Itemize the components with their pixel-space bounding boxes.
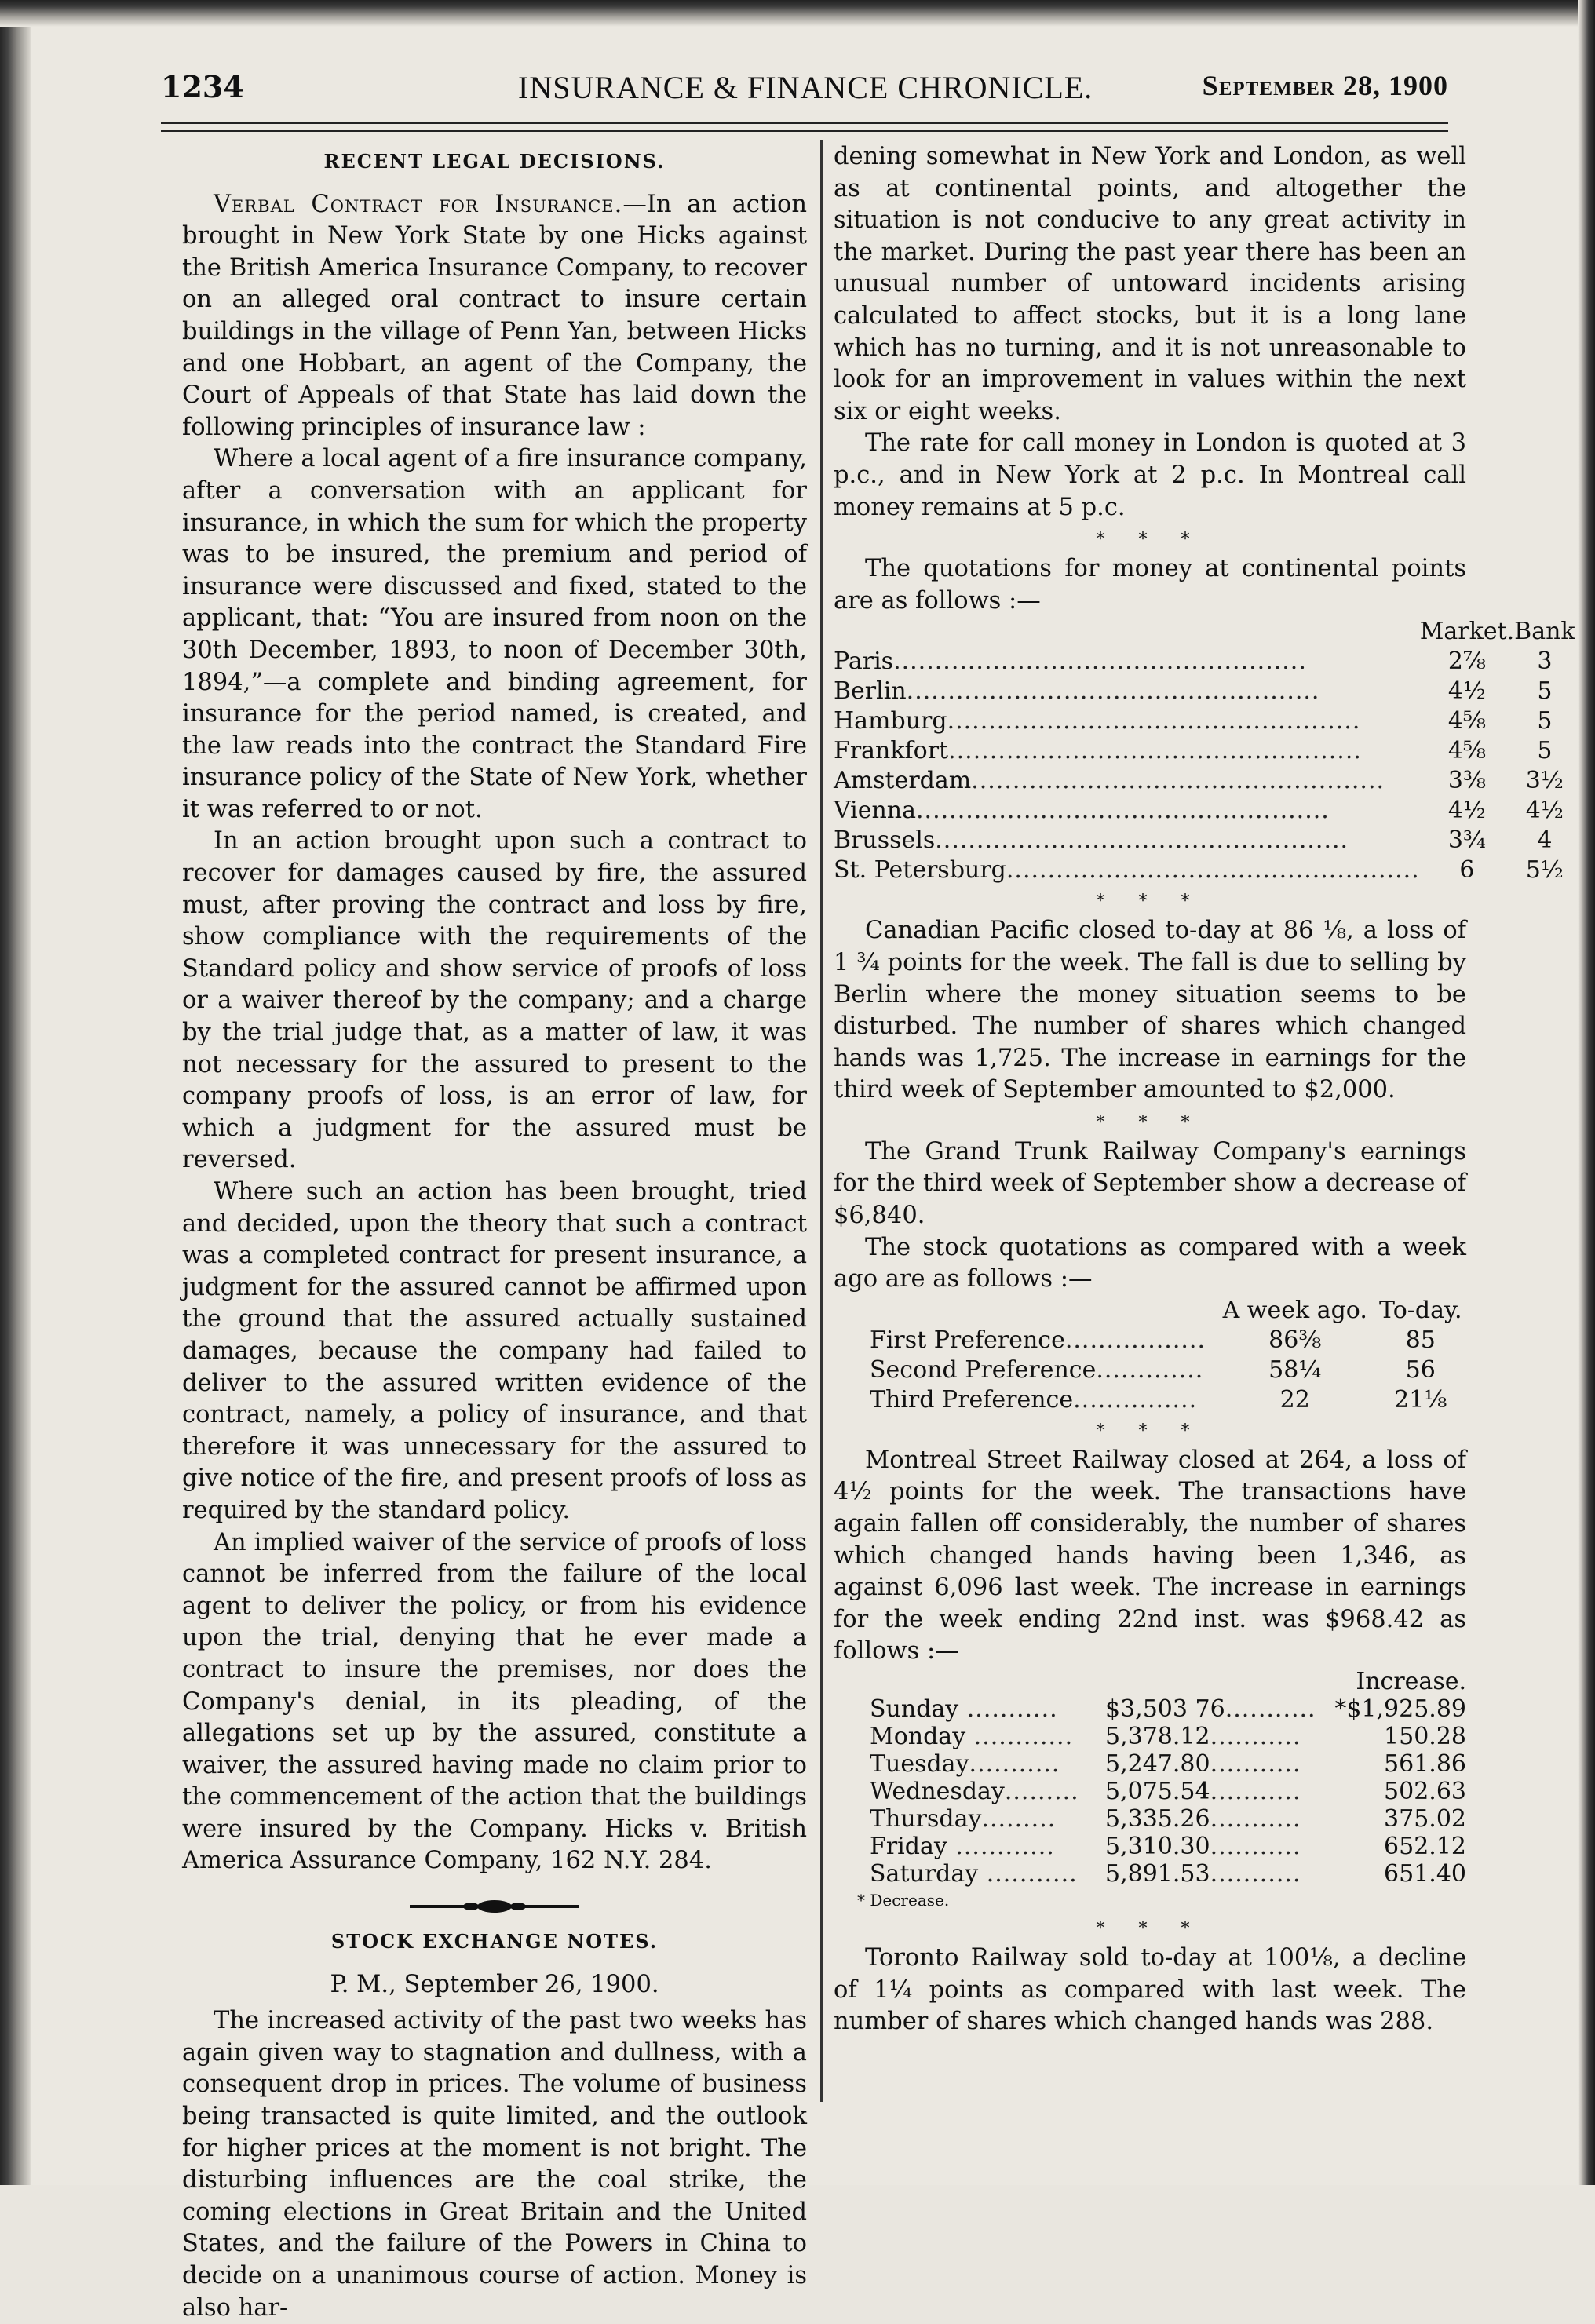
column-header: Market.	[1419, 618, 1515, 646]
table-row: Berlin.................................................. 4½ 5	[834, 677, 1553, 706]
paragraph: The rate for call money in London is quoted at 3 p.c., and in New York at 2 p.c. In Montreal call money remains at 5 p.c.	[834, 429, 1466, 521]
paragraph: Where a local agent of a fire insurance company, after a conversation with an applicant for insurance, in which the sum for which the property was to be insured, the premium and period of insurance were discussed and fixed, stated to the applicant, that: “You are insured from noon on the 30th December, 1893, to noon of December 30th, 1894,”—a complete and binding agreement, for insurance for the period named, is created, and the law reads into the contract the Standard Fire insurance policy of the State of New York, whether it was referred to or not.	[182, 445, 807, 823]
right-column	[834, 141, 1575, 2038]
column-header: Increase.	[1356, 1668, 1466, 1695]
table-header-row	[834, 617, 1575, 647]
paragraph: Verbal Contract for Insurance.—In an action brought in New York State by one Hicks against the British America Insurance Company, to recover on an alleged oral contract to insure certain buildings in the village of Penn Yan, between Hicks and one Hobbart, an agent of the Company, the Court of Appeals of that State has laid down the following principles of insurance law :	[182, 190, 807, 441]
lead-caps: Verbal Contract for Insurance.	[214, 190, 623, 218]
table-row: Monday ............ 5,378.12........... 150.28	[870, 1723, 1466, 1750]
paragraph: In an action brought upon such a contract to recover for damages caused by fire, the assured must, after proving the contract and loss by fire, show compliance with the requirements of the Standard policy and show service of proofs of loss or a waiver thereof by the company; and a charge by the trial judge that, as a matter of law, it was not necessary for the assured to present to the company proofs of loss, is an error of law, for which a judgment for the assured must be reversed.	[182, 827, 807, 1174]
publication-title: INSURANCE & FINANCE CHRONICLE.	[518, 70, 1093, 105]
scan-edge-right	[1578, 0, 1595, 2185]
table-row: Tuesday........... 5,247.80........... 561.86	[870, 1750, 1466, 1778]
paragraph: The stock quotations as compared with a week ago are as follows :—	[834, 1233, 1466, 1293]
section-heading-stock: STOCK EXCHANGE NOTES.	[330, 1930, 659, 1954]
money-quotations-table	[834, 617, 1575, 885]
paragraph: Montreal Street Railway closed at 264, a loss of 4½ points for the week. The transactions have again fallen off considerably, the number of shares which changed hands having been 1,346, as against 6,096 last week. The increase in earnings for the week ending 22nd inst. was $968.42 as follows :—	[834, 1446, 1466, 1665]
page-number: 1234	[161, 69, 244, 104]
header-rule	[161, 122, 1448, 132]
paragraph: The Grand Trunk Railway Company's earnings for the third week of September show a decrease of $6,840.	[834, 1137, 1466, 1230]
issue-date: September 28, 1900	[1202, 70, 1448, 101]
dateline: P. M., September 26, 1900.	[330, 1970, 659, 1998]
table-row: Paris.................................................. 2⅞ 3	[834, 648, 1553, 676]
table-row: First Preference................. 86⅜ 85	[870, 1326, 1436, 1354]
scan-edge-top	[0, 0, 1595, 27]
running-header	[161, 69, 1448, 116]
star-separator: * * *	[1096, 1112, 1204, 1133]
section-heading-legal: RECENT LEGAL DECISIONS.	[323, 150, 666, 173]
table-header-row	[870, 1668, 1466, 1695]
table-row: Saturday ........... 5,891.53........... 651.40	[870, 1860, 1466, 1888]
scan-edge-left	[0, 0, 31, 2185]
star-separator: * * *	[1096, 892, 1204, 912]
star-separator: * * *	[1096, 1421, 1204, 1441]
table-row: Frankfort.................................................. 4⅝ 5	[834, 737, 1553, 765]
column-header: To-day.	[1379, 1296, 1462, 1324]
table-row: St. Petersburg.................................................. 6 5½	[834, 856, 1564, 885]
paragraph: An implied waiver of the service of proofs of loss cannot be inferred from the failure of the local agent to deliver the policy, or from his evidence upon the trial, denying that he ever made a contract to insure the premises, nor does the Company's denial, in its pleading, of the allegations set up by the assured, constitute a waiver, the assured having made no claim prior to the commencement of the action that the buildings were insured by the Company. Hicks v. British America Assurance Company, 162 N.Y. 284.	[182, 1528, 807, 1875]
table-row: Thursday......... 5,335.26........... 375.02	[870, 1805, 1466, 1833]
column-header: Bank	[1514, 618, 1575, 646]
paragraph: Where such an action has been brought, tried and decided, upon the theory that such a contract was a completed contract for present insurance, a judgment for the assured cannot be affirmed upon the ground that the assured actually sustained damages, because the company had failed to deliver to the assured written evidence of the contract, namely, a policy of insurance, and that therefore it was unnecessary for the assured to give notice of the fire, and present proofs of loss as required by the standard policy.	[182, 1178, 807, 1524]
ornament-divider	[182, 1893, 807, 1912]
earnings-table	[870, 1668, 1466, 1888]
table-row: Friday ............ 5,310.30........... 652.12	[870, 1833, 1466, 1860]
column-header: A week ago.	[1222, 1296, 1367, 1324]
footnote: * Decrease.	[857, 1891, 950, 1910]
stock-quotations-table	[870, 1296, 1466, 1415]
table-row: Third Preference............... 22 21⅛	[870, 1385, 1447, 1414]
table-header-row	[870, 1296, 1466, 1326]
table-row: Wednesday......... 5,075.54........... 502.63	[870, 1778, 1466, 1805]
table-row: Hamburg.................................................. 4⅝ 5	[834, 707, 1553, 735]
paragraph: Canadian Pacific closed to-day at 86 ⅛, a loss of 1 ¾ points for the week. The fall is due to selling by Berlin where the money situation seems to be disturbed. The number of shares which changed hands was 1,725. The increase in earnings for the third week of September amounted to $2,000.	[834, 917, 1466, 1104]
left-column	[182, 141, 807, 2324]
table-row: Vienna.................................................. 4½ 4½	[834, 797, 1564, 825]
column-divider	[820, 140, 823, 2102]
table-row: Brussels.................................................. 3¾ 4	[834, 826, 1553, 855]
paragraph: Toronto Railway sold to-day at 100⅛, a decline of 1¼ points as compared with last week. The number of shares which changed hands was 288.	[834, 1944, 1466, 2036]
paragraph: dening somewhat in New York and London, as well as at continental points, and altogether the situation is not conducive to any great activity in the market. During the past year there has been an unusual number of untoward incidents arising calculated to affect stocks, but it is a long lane which has no turning, and it is not unreasonable to look for an improvement in values within the next six or eight weeks.	[834, 143, 1466, 425]
table-row: Second Preference............. 58¼ 56	[870, 1355, 1436, 1384]
paragraph: The quotations for money at continental points are as follows :—	[834, 555, 1466, 615]
star-separator: * * *	[1096, 530, 1204, 550]
table-row: Sunday ........... $3,503 76........... *$1,925.89	[870, 1695, 1466, 1723]
paragraph: The increased activity of the past two weeks has again given way to stagnation and dullness, with a consequent drop in prices. The volume of business being transacted is quite limited, and the outlook for higher prices at the moment is not bright. The disturbing influences are the coal strike, the coming elections in Great Britain and the United States, and the failure of the Powers in China to decide on a unanimous course of action. Money is also har-	[182, 2007, 807, 2322]
table-row: Amsterdam.................................................. 3⅜ 3½	[834, 767, 1564, 795]
star-separator: * * *	[1096, 1919, 1204, 1939]
